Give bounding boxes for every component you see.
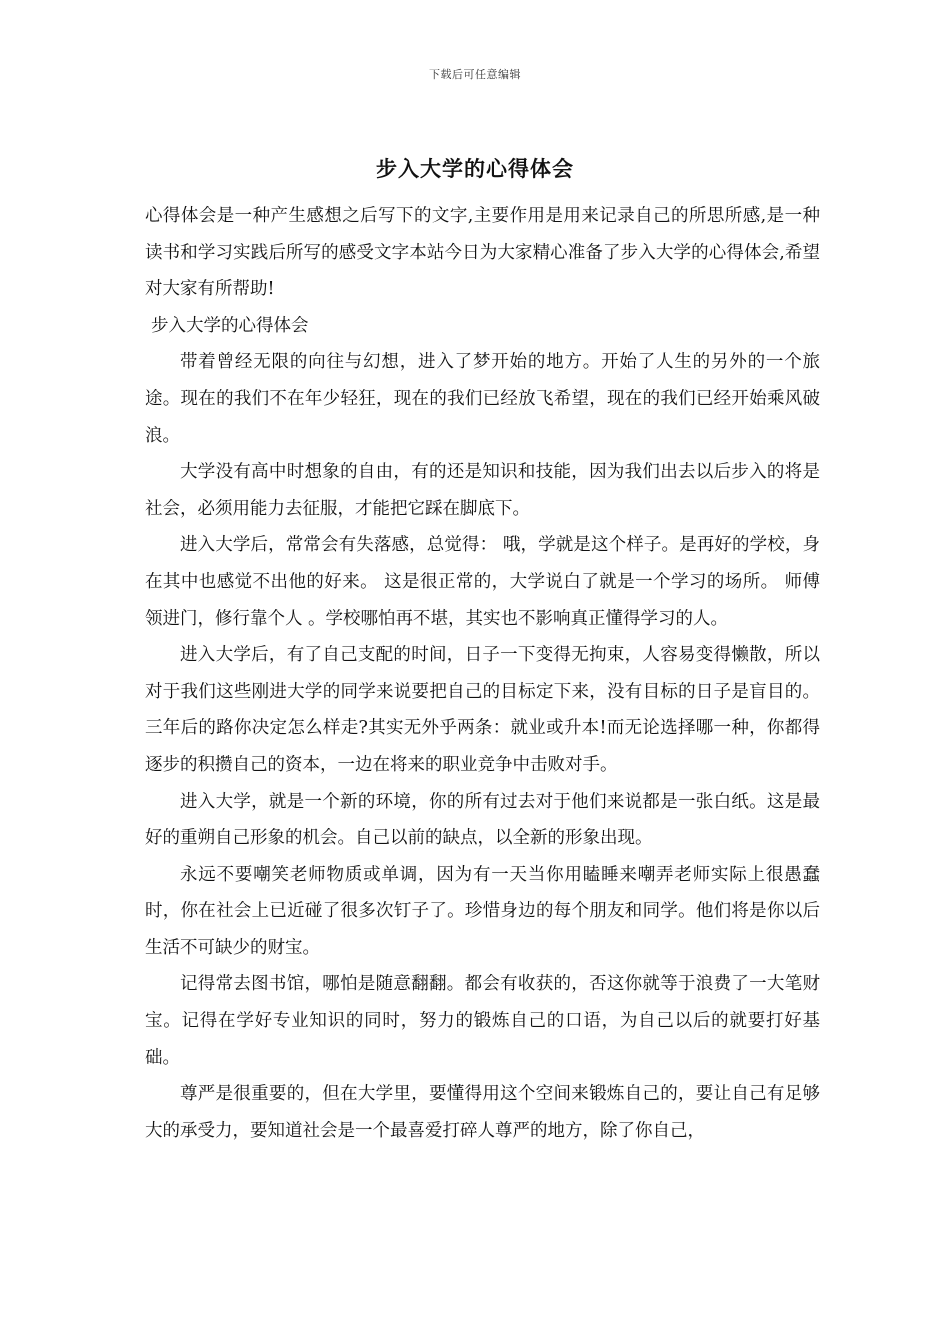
paragraph: 大学没有高中时想象的自由，有的还是知识和技能，因为我们出去以后步入的将是社会，必须用能力去征服，才能把它踩在脚底下。 (145, 462, 820, 519)
header-note: 下载后可任意编辑 (429, 68, 521, 81)
paragraph: 尊严是很重要的，但在大学里，要懂得用这个空间来锻炼自己的，要让自己有足够大的承受力，要知道社会是一个最喜爱打碎人尊严的地方，除了你自己， (145, 1084, 820, 1141)
paragraph: 进入大学后，常常会有失落感，总觉得： 哦，学就是这个样子。是再好的学校，身在其中也感觉不出他的好来。 这是很正常的，大学说白了就是一个学习的场所。 师傅领进门，修行靠个人 。学校哪怕再不堪，其实也不影响真正懂得学习的人。 (145, 535, 820, 629)
page-title: 步入大学的心得体会 (376, 156, 574, 181)
document-body (145, 198, 820, 1149)
paragraph: 记得常去图书馆，哪怕是随意翻翻。都会有收获的，否这你就等于浪费了一大笔财宝。记得在学好专业知识的同时，努力的锻炼自己的口语，为自己以后的就要打好基础。 (145, 974, 820, 1068)
paragraph: 永远不要嘲笑老师物质或单调，因为有一天当你用瞌睡来嘲弄老师实际上很愚蠢时，你在社会上已近碰了很多次钉子了。珍惜身边的每个朋友和同学。他们将是你以后生活不可缺少的财宝。 (145, 864, 820, 958)
paragraph: 进入大学，就是一个新的环境，你的所有过去对于他们来说都是一张白纸。这是最好的重朔自己形象的机会。自己以前的缺点，以全新的形象出现。 (145, 791, 820, 849)
paragraph: 进入大学后，有了自己支配的时间，日子一下变得无拘束，人容易变得懒散，所以对于我们这些刚进大学的同学来说要把自己的目标定下来，没有目标的日子是盲目的。三年后的路你决定怎么样走?其实无外乎两条：就业或升本!而无论选择哪一种，你都得逐步的积攒自己的资本，一边在将来的职业竞争中击败对手。 (145, 645, 820, 775)
intro-paragraph: 心得体会是一种产生感想之后写下的文字,主要作用是用来记录自己的所思所感,是一种读书和学习实践后所写的感受文字本站今日为大家精心准备了步入大学的心得体会,希望对大家有所帮助! (145, 206, 820, 300)
paragraph: 带着曾经无限的向往与幻想，进入了梦开始的地方。开始了人生的另外的一个旅途。现在的我们不在年少轻狂，现在的我们已经放飞希望，现在的我们已经开始乘风破浪。 (145, 352, 820, 446)
subheading: 步入大学的心得体会 (151, 315, 309, 336)
